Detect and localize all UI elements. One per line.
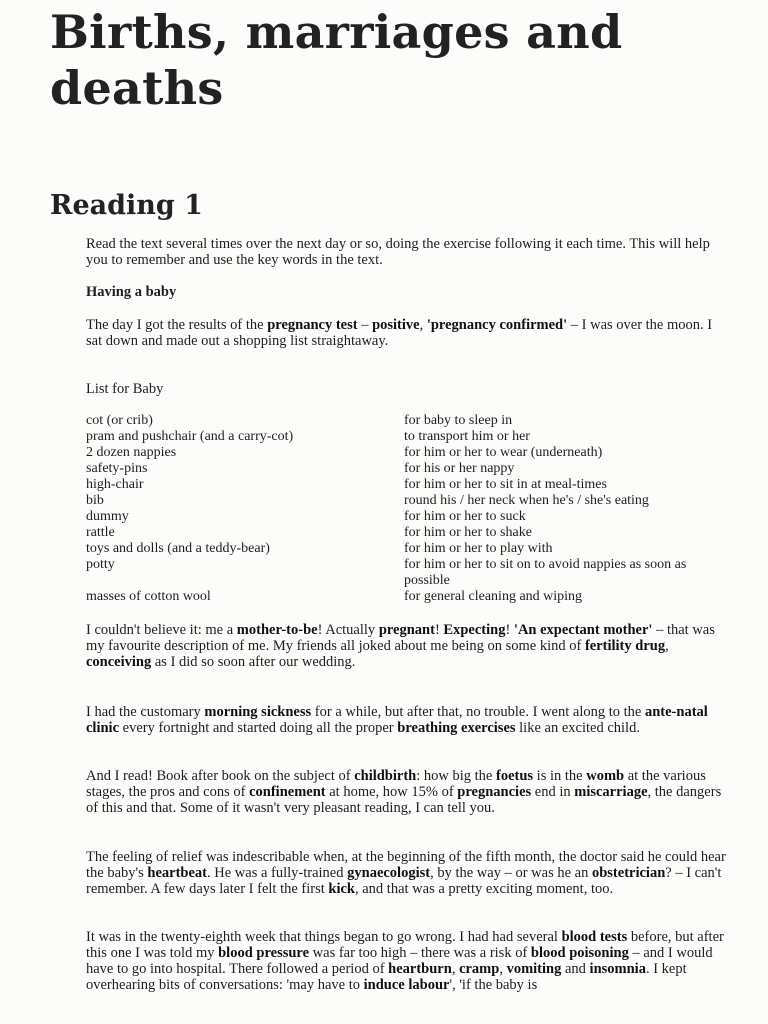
text-run: ! Actually: [317, 622, 379, 638]
list-item-name: toys and dolls (and a teddy-bear): [86, 541, 270, 556]
list-item-use: for him or her to wear (underneath): [404, 445, 603, 460]
list-row: [86, 589, 726, 605]
text-run: ', 'if the baby is: [449, 977, 538, 993]
text-run: And I read! Book after book on the subject of: [86, 768, 355, 784]
key-term: foetus: [495, 768, 534, 784]
key-term: positive: [372, 317, 420, 333]
key-term: miscarriage: [574, 784, 648, 800]
list-row: [86, 413, 726, 429]
list-item-use: for him or her to suck: [404, 509, 526, 524]
text-run: ,: [665, 638, 669, 654]
list-item-name: potty: [86, 557, 115, 572]
list-row: [86, 525, 726, 541]
page-title: [50, 4, 623, 116]
text-run: is in the: [533, 768, 587, 784]
key-term: confinement: [249, 784, 326, 800]
list-row: [86, 509, 726, 525]
key-term: childbirth: [354, 768, 417, 784]
baby-list: [86, 413, 726, 605]
text-run: – and I would have to go into hospital. There followed a period of: [86, 945, 713, 977]
key-term: ante-natal clinic: [86, 704, 708, 736]
list-item-name: pram and pushchair (and a carry-cot): [86, 429, 294, 444]
text-run: ? – I can't remember. A few days later I felt the first: [86, 865, 722, 897]
list-item-use: to transport him or her: [404, 429, 530, 444]
list-item-use: round his / her neck when he's / she's eating: [404, 493, 649, 508]
key-term: kick: [328, 881, 355, 897]
text-run: The day I got the results of the: [86, 317, 268, 333]
paragraph-5: [86, 849, 726, 897]
text-run: ,: [499, 961, 507, 977]
list-item-use: for his or her nappy: [404, 461, 515, 476]
paragraph-3: [86, 704, 726, 736]
list-item-name: masses of cotton wool: [86, 589, 211, 604]
list-row: [86, 461, 726, 477]
paragraph-4: [86, 768, 726, 816]
key-term: pregnancy test: [267, 317, 358, 333]
key-term: 'An expectant mother': [513, 622, 653, 638]
text-run: I had the customary: [86, 704, 205, 720]
key-term: morning sickness: [204, 704, 312, 720]
key-term: 'pregnancy confirmed': [426, 317, 568, 333]
key-term: cramp: [459, 961, 500, 977]
text-run: , and that was a pretty exciting moment, too.: [354, 881, 614, 897]
list-item-name: 2 dozen nappies: [86, 445, 177, 460]
text-run: like an excited child.: [515, 720, 640, 736]
text-run: –: [357, 317, 373, 333]
key-term: induce labour: [363, 977, 450, 993]
key-term: breathing exercises: [397, 720, 516, 736]
text-run: for a while, but after that, no trouble. I went along to the: [311, 704, 645, 720]
list-row: [86, 557, 726, 589]
key-term: vomiting: [506, 961, 562, 977]
text-run: every fortnight and started doing all the proper: [119, 720, 398, 736]
text-run: ,: [451, 961, 460, 977]
text-run: ,: [419, 317, 427, 333]
text-run: , by the way – or was he an: [430, 865, 592, 881]
key-term: gynaecologist: [347, 865, 431, 881]
key-term: insomnia: [589, 961, 646, 977]
text-run: end in: [531, 784, 575, 800]
text-run: , the dangers of this and that. Some of it wasn't very pleasant reading, I can tell you.: [86, 784, 722, 816]
list-item-name: high-chair: [86, 477, 144, 492]
text-run: . He was a fully-trained: [207, 865, 348, 881]
paragraph-2: [86, 622, 726, 670]
text-run: . I kept overhearing bits of conversations: 'may have to: [86, 961, 687, 993]
text-run: The feeling of relief was indescribable when, at the beginning of the fifth month, the doctor said he could hear the baby's: [86, 849, 726, 881]
list-item-name: dummy: [86, 509, 129, 524]
story-title: Having a baby: [86, 284, 177, 300]
paragraph-1: [86, 317, 726, 349]
key-term: fertility drug: [584, 638, 666, 654]
text-run: I couldn't believe it: me a: [86, 622, 237, 638]
text-run: !: [505, 622, 514, 638]
list-item-name: rattle: [86, 525, 115, 540]
key-term: Expecting: [443, 622, 506, 638]
text-run: !: [434, 622, 444, 638]
text-run: was far too high – there was a risk of: [309, 945, 531, 961]
page-title-line-2: deaths: [50, 61, 224, 115]
list-item-name: cot (or crib): [86, 413, 153, 428]
page-title-line-1: Births, marriages and: [50, 5, 623, 59]
list-row: [86, 541, 726, 557]
text-run: : how big the: [416, 768, 496, 784]
text-run: It was in the twenty-eighth week that things began to go wrong. I had had several: [86, 929, 562, 945]
key-term: heartbeat: [147, 865, 207, 881]
text-run: before, but after this one I was told my: [86, 929, 724, 961]
key-term: conceiving: [86, 654, 152, 670]
list-item-use: for him or her to shake: [404, 525, 532, 540]
key-term: obstetrician: [591, 865, 666, 881]
key-term: pregnancies: [457, 784, 532, 800]
list-item-use: for general cleaning and wiping: [404, 589, 583, 604]
paragraph-6: [86, 929, 726, 993]
section-heading: Reading 1: [50, 190, 203, 221]
key-term: blood pressure: [218, 945, 310, 961]
text-run: at home, how 15% of: [325, 784, 458, 800]
key-term: pregnant: [378, 622, 435, 638]
key-term: womb: [586, 768, 625, 784]
text-run: – I was over the moon. I sat down and made out a shopping list straightaway.: [86, 317, 713, 349]
key-term: blood tests: [561, 929, 628, 945]
list-item-use: for him or her to sit on to avoid nappies as soon as possible: [404, 557, 687, 588]
list-item-use: for him or her to sit in at meal-times: [404, 477, 607, 492]
list-title: List for Baby: [86, 381, 164, 397]
list-item-name: safety-pins: [86, 461, 148, 476]
key-term: heartburn: [388, 961, 452, 977]
list-row: [86, 445, 726, 461]
text-run: at the various stages, the pros and cons of: [86, 768, 706, 800]
list-row: [86, 477, 726, 493]
list-row: [86, 493, 726, 509]
text-run: – that was my favourite description of me. My friends all joked about me being on some kind of: [86, 622, 715, 654]
list-item-name: bib: [86, 493, 104, 508]
list-item-use: for baby to sleep in: [404, 413, 513, 428]
key-term: blood poisoning: [530, 945, 629, 961]
text-run: and: [561, 961, 590, 977]
key-term: mother-to-be: [236, 622, 318, 638]
list-row: [86, 429, 726, 445]
list-item-use: for him or her to play with: [404, 541, 553, 556]
text-run: as I did so soon after our wedding.: [151, 654, 356, 670]
intro-paragraph: Read the text several times over the next day or so, doing the exercise following it each time. This will help you to remember and use the key words in the text.: [86, 236, 710, 268]
